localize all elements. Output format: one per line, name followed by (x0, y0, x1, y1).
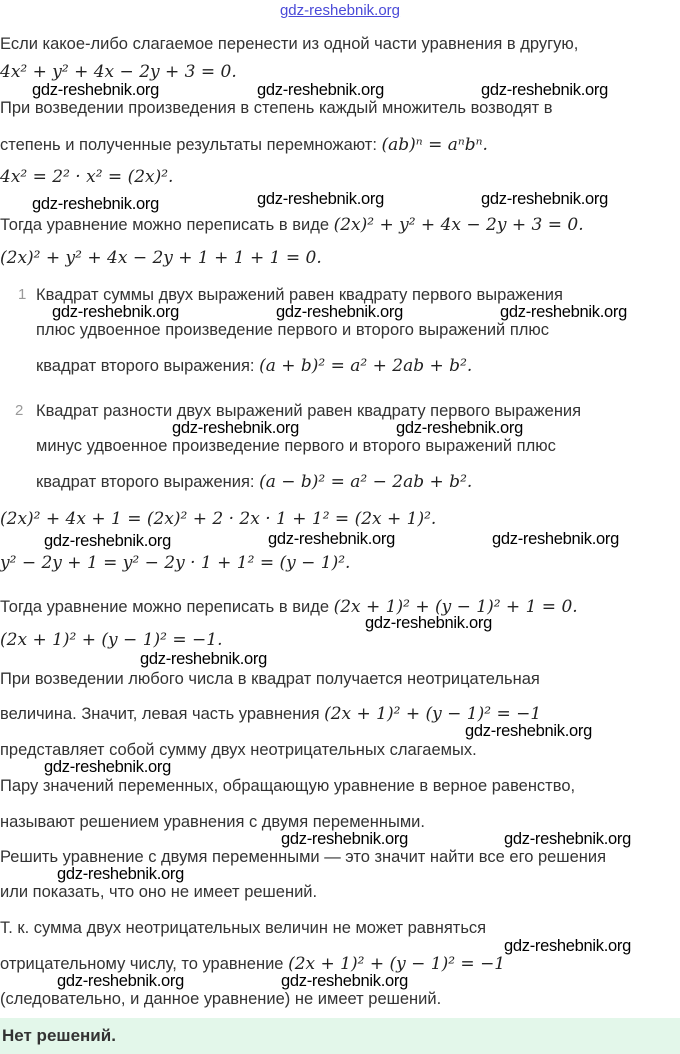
watermark: gdz-reshebnik.org (140, 650, 267, 668)
watermark: gdz-reshebnik.org (276, 303, 403, 321)
formula: (ab)ⁿ = aⁿbⁿ. (381, 135, 488, 155)
watermark: gdz-reshebnik.org (57, 972, 184, 990)
formula: 4x² = 2² · x² = (2x)². (0, 167, 174, 187)
text-line: Пару значений переменных, обращающую уравнение в верное равенство, (0, 777, 576, 795)
list-item-text: Квадрат суммы двух выражений равен квадрату первого выражения (36, 286, 563, 304)
watermark: gdz-reshebnik.org (44, 758, 171, 776)
text-line: Решить уравнение с двумя переменными — это значит найти все его решения (0, 848, 607, 866)
text: квадрат второго выражения: (36, 357, 260, 375)
formula: (2x + 1)² + (y − 1)² + 1 = 0. (333, 597, 578, 617)
text: квадрат второго выражения: (36, 473, 260, 491)
list-item-text: минус удвоенное произведение первого и второго выражений плюс (36, 437, 556, 455)
text-line: или показать, что оно не имеет решений. (0, 883, 318, 901)
text: степень и полученные результаты перемножают: (0, 136, 382, 154)
text-line (0, 705, 541, 723)
watermark: gdz-reshebnik.org (504, 937, 631, 955)
text-line: При возведении любого числа в квадрат получается неотрицательная (0, 670, 540, 688)
formula: 4x² + y² + 4x − 2y + 3 = 0. (0, 62, 237, 82)
list-item-text: плюс удвоенное произведение первого и второго выражений плюс (36, 321, 550, 339)
formula: (2x)² + 4x + 1 = (2x)² + 2 · 2x · 1 + 1² = (2x + 1)². (0, 509, 437, 529)
text-line: (следовательно, и данное уравнение) не имеет решений. (0, 990, 442, 1008)
watermark: gdz-reshebnik.org (32, 81, 159, 99)
text: Тогда уравнение можно переписать в виде (0, 598, 334, 616)
text-line (0, 136, 488, 154)
watermark: gdz-reshebnik.org (500, 303, 627, 321)
watermark: gdz-reshebnik.org (465, 722, 592, 740)
watermark: gdz-reshebnik.org (396, 419, 523, 437)
watermark: gdz-reshebnik.org (52, 303, 179, 321)
list-number: 2 (15, 402, 24, 419)
formula: (2x + 1)² + (y − 1)² = −1. (0, 630, 223, 650)
watermark: gdz-reshebnik.org (257, 190, 384, 208)
list-item-text (36, 357, 472, 375)
formula: (a − b)² = a² − 2ab + b². (259, 472, 473, 492)
formula: (2x)² + y² + 4x − 2y + 1 + 1 + 1 = 0. (0, 248, 322, 268)
watermark: gdz-reshebnik.org (492, 530, 619, 548)
text: отрицательному числу, то уравнение (0, 955, 289, 973)
watermark: gdz-reshebnik.org (172, 419, 299, 437)
answer-text: Нет решений. (2, 1026, 116, 1045)
watermark: gdz-reshebnik.org (365, 614, 492, 632)
text-line: При возведении произведения в степень каждый множитель возводят в (0, 99, 553, 117)
answer-box (0, 1018, 680, 1054)
formula: (a + b)² = a² + 2ab + b². (259, 356, 473, 376)
text-line: называют решением уравнения с двумя переменными. (0, 813, 425, 831)
list-number: 1 (18, 286, 27, 303)
watermark: gdz-reshebnik.org (504, 830, 631, 848)
text-line (0, 955, 505, 973)
watermark: gdz-reshebnik.org (281, 830, 408, 848)
watermark: gdz-reshebnik.org (257, 81, 384, 99)
formula: y² − 2y + 1 = y² − 2y · 1 + 1² = (y − 1)². (0, 553, 351, 573)
text-line: Если какое-либо слагаемое перенести из одной части уравнения в другую, (0, 35, 579, 53)
watermark: gdz-reshebnik.org (481, 81, 608, 99)
watermark: gdz-reshebnik.org (57, 865, 184, 883)
watermark: gdz-reshebnik.org (281, 972, 408, 990)
formula: (2x)² + y² + 4x − 2y + 3 = 0. (333, 215, 584, 235)
formula: (2x + 1)² + (y − 1)² = −1 (324, 704, 542, 724)
formula: (2x + 1)² + (y − 1)² = −1 (288, 954, 506, 974)
list-item-text: Квадрат разности двух выражений равен квадрату первого выражения (36, 402, 582, 420)
text-line: представляет собой сумму двух неотрицательных слагаемых. (0, 741, 477, 759)
watermark: gdz-reshebnik.org (44, 532, 171, 550)
watermark: gdz-reshebnik.org (32, 195, 159, 213)
list-item-text (36, 473, 472, 491)
text-line: Т. к. сумма двух неотрицательных величин не может равняться (0, 919, 487, 937)
text: величина. Значит, левая часть уравнения (0, 705, 325, 723)
text-line (0, 216, 584, 234)
watermark: gdz-reshebnik.org (268, 530, 395, 548)
text: Тогда уравнение можно переписать в виде (0, 216, 334, 234)
watermark: gdz-reshebnik.org (481, 190, 608, 208)
watermark-top-link[interactable]: gdz-reshebnik.org (279, 2, 401, 19)
